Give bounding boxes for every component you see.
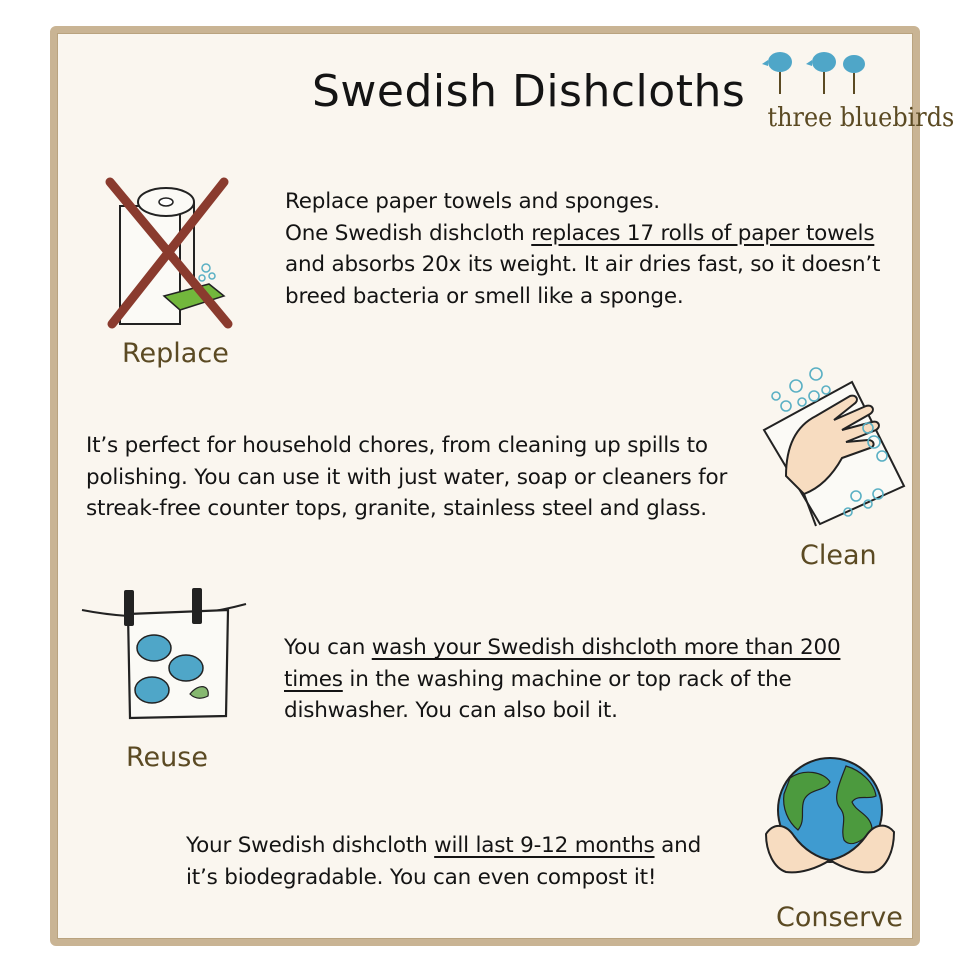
conserve-label: Conserve bbox=[776, 902, 903, 933]
conserve-line: Your Swedish dishcloth will last 9-12 months and bbox=[186, 833, 702, 858]
reuse-line: dishwasher. You can also boil it. bbox=[284, 698, 618, 723]
replace-line: One Swedish dishcloth replaces 17 rolls of paper towels bbox=[285, 220, 875, 246]
replace-highlight: replaces 17 rolls of paper towels bbox=[531, 220, 875, 246]
logo-text: three bluebirds bbox=[767, 102, 955, 133]
replace-illustration bbox=[104, 176, 234, 331]
conserve-highlight: will last 9-12 months bbox=[434, 833, 655, 858]
paper-towel-crossed-icon bbox=[104, 176, 234, 331]
clean-line: polishing. You can use it with just water, soap or cleaners for bbox=[86, 464, 728, 490]
hands-holding-earth-icon bbox=[760, 752, 900, 882]
reuse-highlight: wash your Swedish dishcloth more than 200 bbox=[371, 635, 841, 660]
hand-wiping-icon bbox=[756, 366, 906, 531]
reuse-text bbox=[284, 632, 840, 727]
clean-illustration bbox=[756, 366, 906, 531]
conserve-text bbox=[186, 830, 701, 893]
clean-line: streak-free counter tops, granite, stainless steel and glass. bbox=[86, 496, 707, 521]
clean-text bbox=[86, 430, 727, 525]
clothesline-dishcloth-icon bbox=[78, 586, 250, 726]
conserve-illustration bbox=[760, 752, 900, 882]
reuse-line: times in the washing machine or top rack of the bbox=[284, 666, 792, 692]
reuse-illustration bbox=[78, 586, 250, 726]
reuse-highlight: times bbox=[284, 666, 343, 692]
page-title: Swedish Dishcloths bbox=[312, 66, 746, 117]
conserve-line: it’s biodegradable. You can even compost it! bbox=[186, 864, 657, 890]
clean-label: Clean bbox=[800, 540, 877, 571]
replace-line: breed bacteria or smell like a sponge. bbox=[285, 283, 684, 309]
reuse-label: Reuse bbox=[126, 742, 208, 773]
replace-label: Replace bbox=[122, 338, 229, 369]
bluebirds-logo-icon bbox=[762, 44, 955, 136]
brand-logo bbox=[762, 44, 955, 136]
replace-line: and absorbs 20x its weight. It air dries fast, so it doesn’t bbox=[285, 252, 881, 277]
clean-line: It’s perfect for household chores, from cleaning up spills to bbox=[86, 433, 708, 458]
replace-text bbox=[285, 186, 880, 312]
reuse-line: You can wash your Swedish dishcloth more than 200 bbox=[284, 635, 841, 660]
replace-line: Replace paper towels and sponges. bbox=[285, 189, 660, 214]
